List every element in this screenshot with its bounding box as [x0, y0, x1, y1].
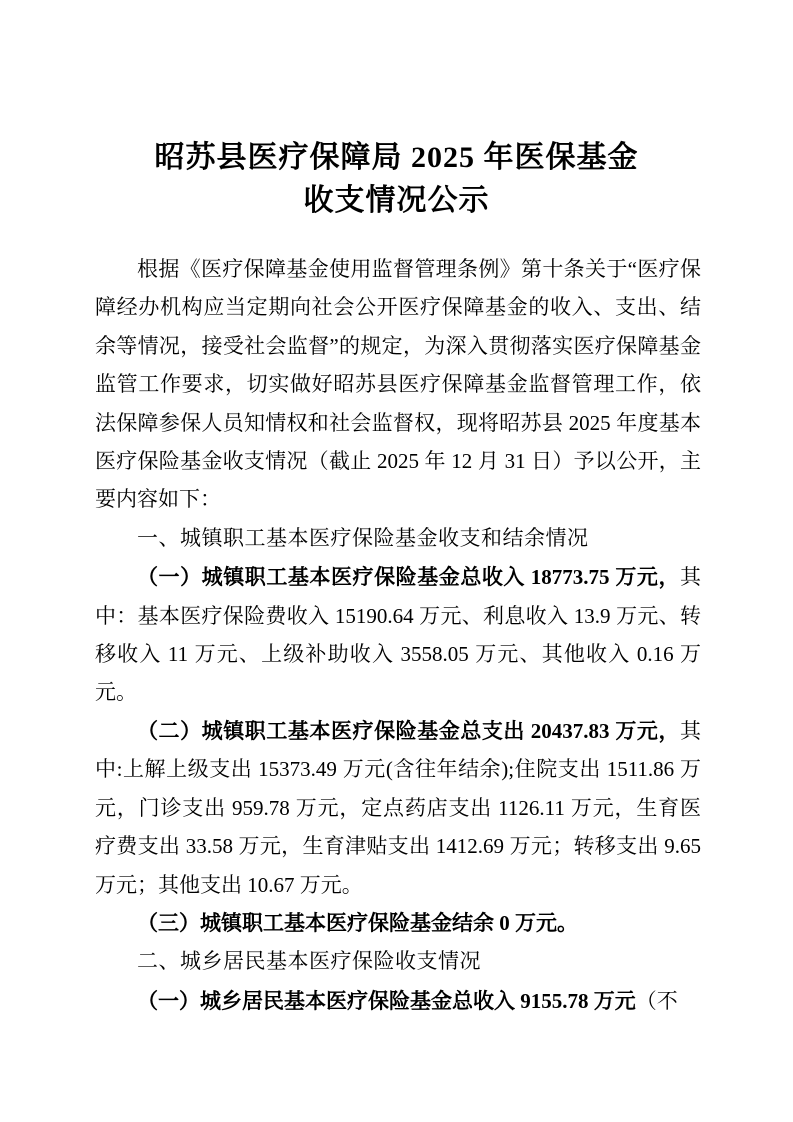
text-run: 其中：基本医疗保险费收入 15190.64 万元、利息收入 13.9 万元、转移收入 11 万元、上级补助收入 3558.05 万元、其他收入 0.16 万元。 [95, 565, 701, 705]
text-run: （不 [635, 988, 678, 1013]
text-run: （二）城镇职工基本医疗保险基金总支出 20437.83 万元， [137, 718, 680, 743]
text-run: 其中:上解上级支出 15373.49 万元(含往年结余);住院支出 1511.86 万元，门诊支出 959.78 万元，定点药店支出 1126.11 万元，生育医疗费支出 33.58 万元，生育津贴支出 1412.69 万元；转移支出 9.65 万元；其他支出 10.67 万元。 [95, 718, 701, 897]
text-run: 二、城乡居民基本医疗保险收支情况 [137, 950, 481, 974]
text-run: （一）城镇职工基本医疗保险基金总收入 18773.75 万元， [137, 565, 680, 590]
text-run: （一）城乡居民基本医疗保险基金总收入 9155.78 万元 [137, 988, 636, 1013]
paragraph [95, 904, 701, 942]
text-run: 根据《医疗保障基金使用监督管理条例》第十条关于“医疗保障经办机构应当定期向社会公开医疗保障基金的收入、支出、结余等情况，接受社会监督”的规定，为深入贯彻落实医疗保障基金监管工作要求，切实做好昭苏县医疗保障基金监督管理工作，依法保障参保人员知情权和社会监督权，现将昭苏县 2025 年度基本医疗保险基金收支情况（截止 2025 年 12 月 31 日）予以公开，主要内容如下： [95, 257, 701, 512]
paragraph [95, 250, 701, 519]
text-run: （三）城镇职工基本医疗保险基金结余 0 万元。 [137, 910, 578, 935]
text-run: 一、城镇职工基本医疗保险基金收支和结余情况 [137, 526, 589, 550]
title-line-1: 昭苏县医疗保障局 2025 年医保基金 [154, 141, 639, 174]
title-line-2: 收支情况公示 [303, 184, 490, 217]
section-heading [95, 519, 701, 558]
paragraph [95, 558, 701, 712]
paragraph [95, 982, 701, 1020]
document-title [0, 136, 793, 222]
section-heading [95, 942, 701, 981]
paragraph [95, 712, 701, 904]
document-content [95, 250, 701, 1020]
